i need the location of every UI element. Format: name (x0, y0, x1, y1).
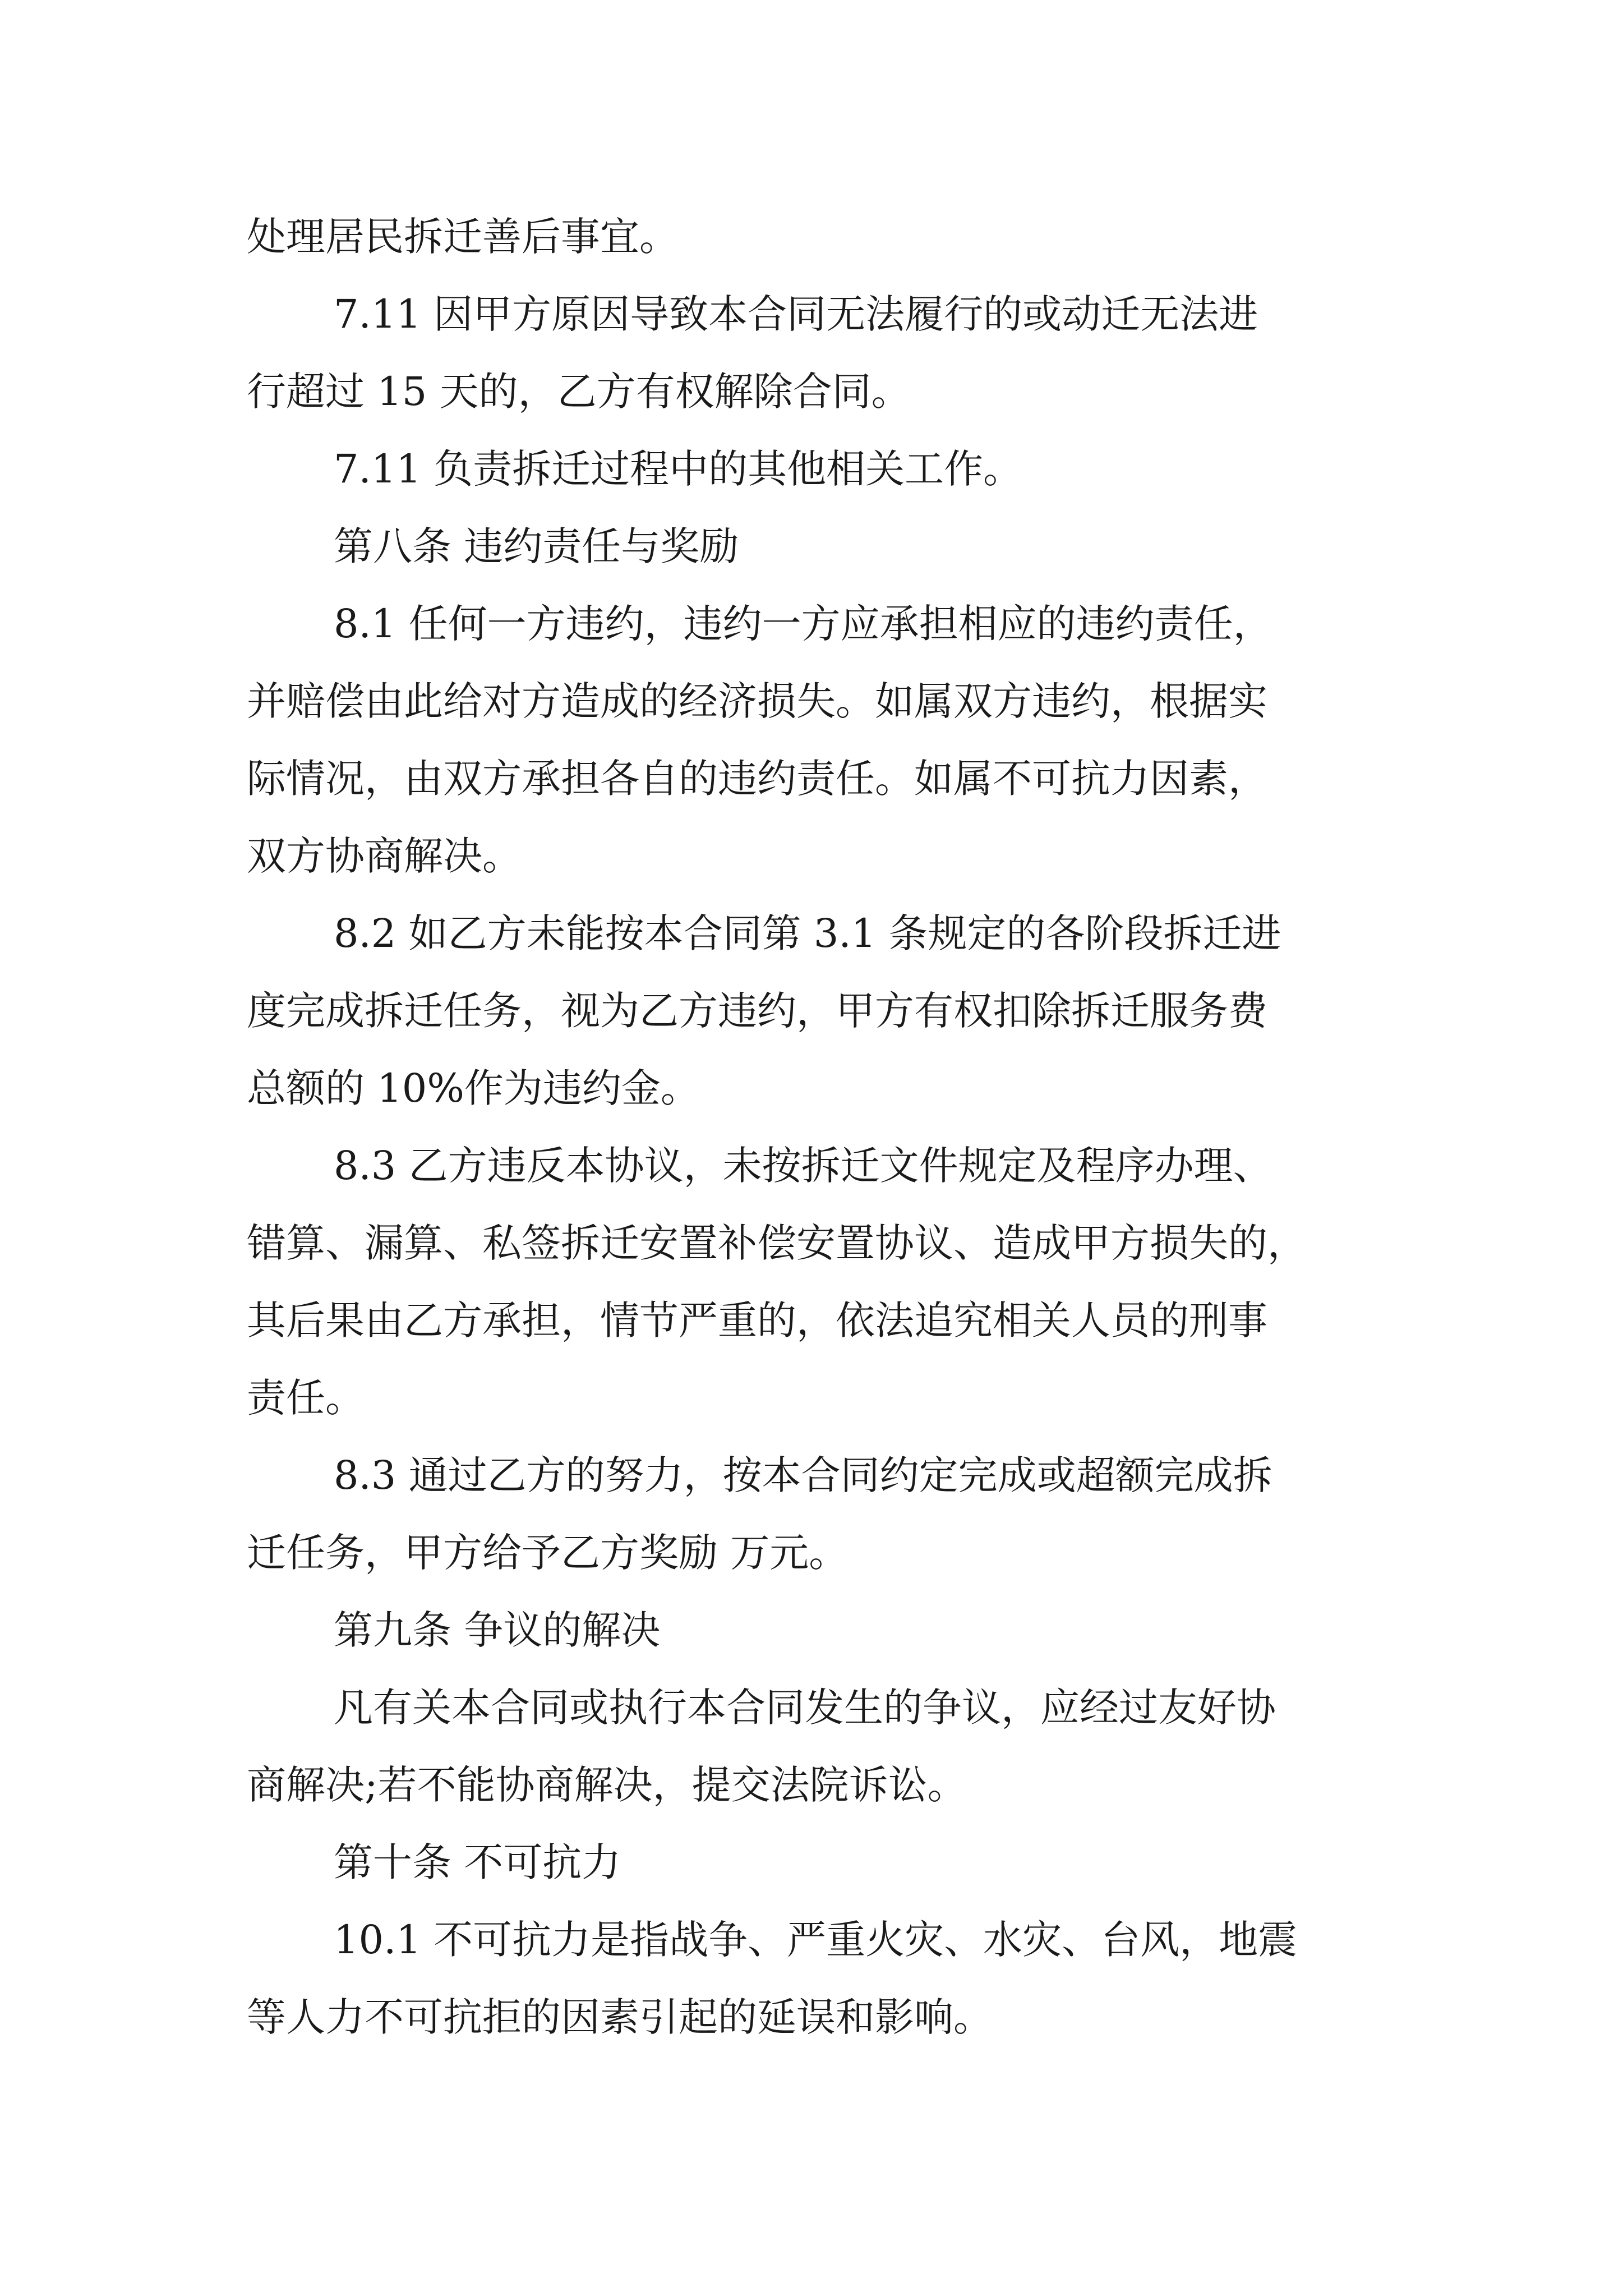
text-line: 双方协商解决。 (247, 833, 522, 879)
article-9-heading: 第九条 争议的解决 (334, 1607, 661, 1653)
text-line: 总额的 10%作为违约金。 (247, 1065, 700, 1111)
clause-8-3-first-line: 8.3 乙方违反本协议，未按拆迁文件规定及程序办理、 (334, 1143, 1272, 1189)
clause-10-1-first-line: 10.1 不可抗力是指战争、严重火灾、水灾、台风，地震 (334, 1917, 1298, 1963)
text-line: 错算、漏算、私签拆迁安置补偿安置协议、造成甲方损失的， (247, 1220, 1307, 1266)
text-line: 并赔偿由此给对方造成的经济损失。如属双方违约，根据实 (247, 678, 1267, 724)
clause-8-3-reward-first-line: 8.3 通过乙方的努力，按本合同约定完成或超额完成拆 (334, 1452, 1272, 1498)
text-line: 等人力不可抗拒的因素引起的延误和影响。 (247, 1994, 993, 2040)
article-10-heading: 第十条 不可抗力 (334, 1839, 621, 1885)
text-line: 迁任务，甲方给予乙方奖励 万元。 (247, 1530, 849, 1576)
text-line: 处理居民拆迁善后事宜。 (247, 214, 679, 260)
text-line: 商解决;若不能协商解决，提交法院诉讼。 (247, 1762, 967, 1808)
clause-7-11-other-work: 7.11 负责拆迁过程中的其他相关工作。 (334, 446, 1023, 492)
text-line: 行超过 15 天的，乙方有权解除合同。 (247, 369, 911, 415)
text-line: 际情况，由双方承担各自的违约责任。如属不可抗力因素， (247, 756, 1267, 802)
article-8-heading: 第八条 违约责任与奖励 (334, 523, 739, 569)
clause-7-11-first-line: 7.11 因甲方原因导致本合同无法履行的或动迁无法进 (334, 291, 1258, 337)
clause-8-1-first-line: 8.1 任何一方违约，违约一方应承担相应的违约责任， (334, 601, 1272, 647)
clause-8-2-first-line: 8.2 如乙方未能按本合同第 3.1 条规定的各阶段拆迁进 (334, 910, 1281, 956)
text-line: 度完成拆迁任务，视为乙方违约，甲方有权扣除拆迁服务费 (247, 988, 1267, 1034)
text-line: 其后果由乙方承担，情节严重的，依法追究相关人员的刑事 (247, 1297, 1267, 1343)
article-9-body-first-line: 凡有关本合同或执行本合同发生的争议，应经过友好协 (334, 1685, 1276, 1731)
text-line: 责任。 (247, 1375, 365, 1421)
